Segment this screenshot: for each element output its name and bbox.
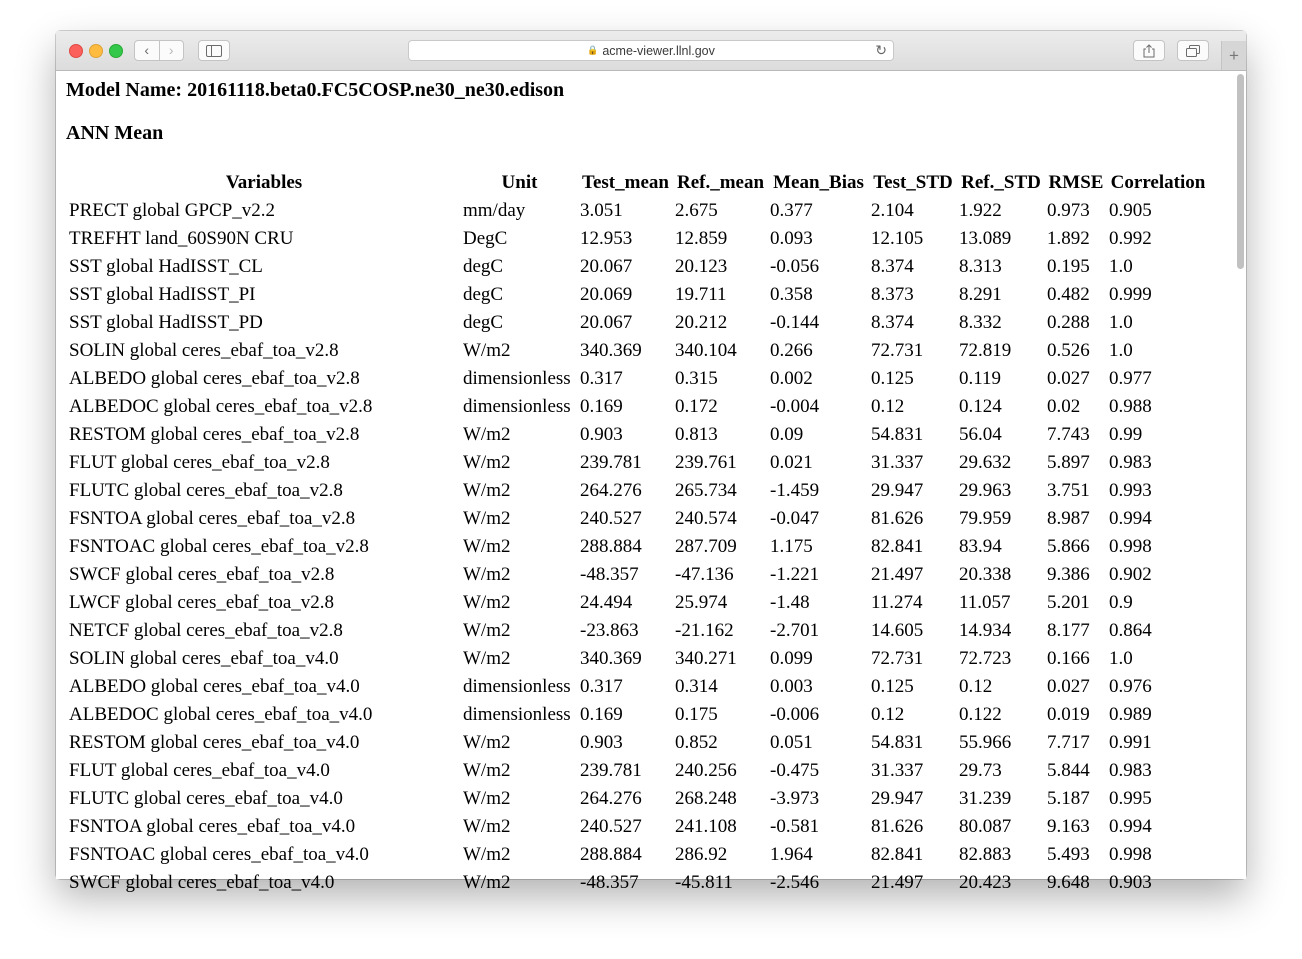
table-cell: 13.089 xyxy=(959,228,1012,249)
table-cell: 5.866 xyxy=(1047,536,1090,557)
column-header: RMSE xyxy=(1048,172,1104,193)
page-content xyxy=(56,71,1246,893)
table-cell: 29.947 xyxy=(871,788,924,809)
table-cell: 21.497 xyxy=(871,872,924,893)
table-cell: -45.811 xyxy=(675,872,733,893)
table-row xyxy=(68,757,1208,785)
table-cell: 14.934 xyxy=(959,620,1012,641)
table-cell: 5.844 xyxy=(1047,760,1090,781)
table-row xyxy=(68,393,1208,421)
table-cell: 0.377 xyxy=(770,200,813,221)
table-cell: dimensionless xyxy=(463,368,571,389)
table-cell: -0.475 xyxy=(770,760,820,781)
table-cell: 14.605 xyxy=(871,620,924,641)
table-cell: 0.976 xyxy=(1109,676,1152,697)
table-cell: 0.09 xyxy=(770,424,804,445)
table-cell: 54.831 xyxy=(871,424,924,445)
table-cell: 0.099 xyxy=(770,648,813,669)
table-cell: 9.163 xyxy=(1047,816,1090,837)
table-cell: 24.494 xyxy=(580,592,633,613)
table-cell: -1.221 xyxy=(770,564,820,585)
table-cell: 0.903 xyxy=(580,424,623,445)
table-cell: 7.717 xyxy=(1047,732,1090,753)
table-cell: 8.373 xyxy=(871,284,914,305)
table-cell: 31.337 xyxy=(871,452,924,473)
table-row xyxy=(68,253,1208,281)
table-cell: 240.256 xyxy=(675,760,737,781)
table-cell: 0.314 xyxy=(675,676,718,697)
table-row xyxy=(68,309,1208,337)
table-cell: -0.006 xyxy=(770,704,820,725)
table-cell: 0.166 xyxy=(1047,648,1090,669)
table-cell: -48.357 xyxy=(580,564,639,585)
table-cell: 288.884 xyxy=(580,536,642,557)
table-cell: -1.459 xyxy=(770,480,820,501)
table-cell: 82.883 xyxy=(959,844,1012,865)
table-body xyxy=(68,197,1208,897)
table-cell: 0.317 xyxy=(580,368,623,389)
table-cell: 20.212 xyxy=(675,312,728,333)
table-cell: 11.057 xyxy=(959,592,1011,613)
table-cell: W/m2 xyxy=(463,816,511,837)
table-cell: 20.069 xyxy=(580,284,633,305)
table-cell: -23.863 xyxy=(580,620,639,641)
table-cell: W/m2 xyxy=(463,592,511,613)
table-cell: 0.989 xyxy=(1109,704,1152,725)
table-cell: RESTOM global ceres_ebaf_toa_v2.8 xyxy=(69,424,360,445)
table-row xyxy=(68,477,1208,505)
table-cell: 0.002 xyxy=(770,368,813,389)
table-cell: 5.897 xyxy=(1047,452,1090,473)
table-cell: -3.973 xyxy=(770,788,820,809)
table-cell: 8.374 xyxy=(871,256,914,277)
table-cell: 56.04 xyxy=(959,424,1002,445)
table-cell: ALBEDO global ceres_ebaf_toa_v4.0 xyxy=(69,676,360,697)
table-cell: 288.884 xyxy=(580,844,642,865)
table-cell: 0.122 xyxy=(959,704,1002,725)
table-cell: -0.144 xyxy=(770,312,820,333)
table-cell: 54.831 xyxy=(871,732,924,753)
table-cell: DegC xyxy=(463,228,508,249)
table-cell: SWCF global ceres_ebaf_toa_v2.8 xyxy=(69,564,335,585)
table-cell: SWCF global ceres_ebaf_toa_v4.0 xyxy=(69,872,335,893)
table-cell: 240.527 xyxy=(580,508,642,529)
table-cell: 0.991 xyxy=(1109,732,1152,753)
table-cell: 286.92 xyxy=(675,844,728,865)
table-cell: 0.973 xyxy=(1047,200,1090,221)
column-header: Test_mean xyxy=(582,172,669,193)
table-cell: NETCF global ceres_ebaf_toa_v2.8 xyxy=(69,620,343,641)
plus-icon[interactable]: + xyxy=(1221,41,1246,70)
table-cell: FLUT global ceres_ebaf_toa_v2.8 xyxy=(69,452,330,473)
table-cell: W/m2 xyxy=(463,424,511,445)
table-cell: 1.175 xyxy=(770,536,813,557)
table-row xyxy=(68,197,1208,225)
table-cell: SST global HadISST_CL xyxy=(69,256,263,277)
table-cell: -0.004 xyxy=(770,396,820,417)
table-cell: FSNTOA global ceres_ebaf_toa_v2.8 xyxy=(69,508,356,529)
table-cell: W/m2 xyxy=(463,480,511,501)
season-heading: ANN Mean xyxy=(66,122,164,144)
table-cell: -0.581 xyxy=(770,816,820,837)
table-row xyxy=(68,337,1208,365)
table-cell: 3.051 xyxy=(580,200,623,221)
table-cell: 12.953 xyxy=(580,228,633,249)
table-cell: 0.169 xyxy=(580,704,623,725)
table-cell: W/m2 xyxy=(463,340,511,361)
table-cell: 8.291 xyxy=(959,284,1002,305)
table-row xyxy=(68,533,1208,561)
table-cell: 8.987 xyxy=(1047,508,1090,529)
table-cell: 0.526 xyxy=(1047,340,1090,361)
table-cell: FSNTOA global ceres_ebaf_toa_v4.0 xyxy=(69,816,356,837)
table-cell: 0.027 xyxy=(1047,368,1090,389)
table-cell: 12.105 xyxy=(871,228,924,249)
table-cell: 1.0 xyxy=(1109,340,1133,361)
table-cell: 0.993 xyxy=(1109,480,1152,501)
zoom-window-button[interactable] xyxy=(109,44,123,58)
table-cell: dimensionless xyxy=(463,676,571,697)
table-cell: 81.626 xyxy=(871,816,924,837)
table-cell: W/m2 xyxy=(463,508,511,529)
table-cell: 55.966 xyxy=(959,732,1012,753)
table-cell: 81.626 xyxy=(871,508,924,529)
table-cell: 9.648 xyxy=(1047,872,1090,893)
table-cell: ALBEDOC global ceres_ebaf_toa_v4.0 xyxy=(69,704,373,725)
table-row xyxy=(68,281,1208,309)
table-cell: 0.125 xyxy=(871,368,914,389)
table-cell: ALBEDOC global ceres_ebaf_toa_v2.8 xyxy=(69,396,373,417)
table-cell: 80.087 xyxy=(959,816,1012,837)
table-cell: 20.338 xyxy=(959,564,1012,585)
model-name-heading: Model Name: 20161118.beta0.FC5COSP.ne30_ne30.edison xyxy=(66,79,565,101)
table-cell: -0.056 xyxy=(770,256,820,277)
column-header: Test_STD xyxy=(873,172,953,193)
table-cell: 0.994 xyxy=(1109,816,1152,837)
table-cell: 20.067 xyxy=(580,312,633,333)
table-cell: 0.125 xyxy=(871,676,914,697)
table-cell: 29.632 xyxy=(959,452,1012,473)
table-cell: 0.172 xyxy=(675,396,718,417)
close-window-button[interactable] xyxy=(69,44,83,58)
table-cell: W/m2 xyxy=(463,844,511,865)
share-icon xyxy=(1143,44,1155,58)
column-header: Variables xyxy=(225,172,303,193)
sidebar-icon xyxy=(206,45,222,57)
table-cell: 0.998 xyxy=(1109,536,1152,557)
table-cell: 1.964 xyxy=(770,844,813,865)
table-cell: 0.124 xyxy=(959,396,1002,417)
table-row xyxy=(68,841,1208,869)
table-cell: 241.108 xyxy=(675,816,737,837)
minimize-window-button[interactable] xyxy=(89,44,103,58)
column-header: Mean_Bias xyxy=(773,172,864,193)
metrics-table xyxy=(66,169,1210,897)
table-cell: 264.276 xyxy=(580,480,642,501)
address-bar[interactable] xyxy=(408,40,894,61)
table-cell: 0.983 xyxy=(1109,760,1152,781)
browser-window xyxy=(56,31,1246,893)
table-cell: 0.903 xyxy=(1109,872,1152,893)
table-cell: W/m2 xyxy=(463,564,511,585)
table-cell: 0.175 xyxy=(675,704,718,725)
table-cell: 5.187 xyxy=(1047,788,1090,809)
table-cell: 20.423 xyxy=(959,872,1012,893)
table-cell: 0.902 xyxy=(1109,564,1152,585)
table-cell: 9.386 xyxy=(1047,564,1090,585)
table-cell: 1.892 xyxy=(1047,228,1090,249)
table-cell: 0.983 xyxy=(1109,452,1152,473)
table-cell: 239.781 xyxy=(580,760,642,781)
lock-icon: 🔒 xyxy=(587,45,599,55)
table-cell: PRECT global GPCP_v2.2 xyxy=(69,200,276,221)
table-row xyxy=(68,421,1208,449)
table-cell: degC xyxy=(463,284,504,305)
table-cell: 8.332 xyxy=(959,312,1002,333)
table-cell: 0.9 xyxy=(1109,592,1133,613)
table-cell: 21.497 xyxy=(871,564,924,585)
table-cell: 20.067 xyxy=(580,256,633,277)
table-cell: -21.162 xyxy=(675,620,734,641)
table-cell: 20.123 xyxy=(675,256,728,277)
table-cell: W/m2 xyxy=(463,620,511,641)
table-row xyxy=(68,225,1208,253)
table-cell: 79.959 xyxy=(959,508,1012,529)
table-cell: 239.761 xyxy=(675,452,737,473)
table-cell: 0.813 xyxy=(675,424,718,445)
table-cell: 2.104 xyxy=(871,200,914,221)
table-cell: 5.201 xyxy=(1047,592,1090,613)
table-cell: 0.019 xyxy=(1047,704,1090,725)
table-cell: 1.922 xyxy=(959,200,1002,221)
table-cell: 0.995 xyxy=(1109,788,1152,809)
table-cell: 0.358 xyxy=(770,284,813,305)
table-row xyxy=(68,365,1208,393)
table-row xyxy=(68,561,1208,589)
table-cell: 264.276 xyxy=(580,788,642,809)
table-row xyxy=(68,505,1208,533)
table-cell: 7.743 xyxy=(1047,424,1090,445)
table-cell: 0.169 xyxy=(580,396,623,417)
column-header: Unit xyxy=(501,172,538,193)
table-cell: 0.999 xyxy=(1109,284,1152,305)
table-row xyxy=(68,645,1208,673)
table-cell: 8.374 xyxy=(871,312,914,333)
table-cell: dimensionless xyxy=(463,704,571,725)
table-cell: 8.177 xyxy=(1047,620,1090,641)
table-cell: 1.0 xyxy=(1109,256,1133,277)
table-cell: 31.337 xyxy=(871,760,924,781)
table-cell: TREFHT land_60S90N CRU xyxy=(69,228,294,249)
table-cell: -1.48 xyxy=(770,592,810,613)
table-cell: 82.841 xyxy=(871,536,924,557)
table-cell: 340.271 xyxy=(675,648,737,669)
table-cell: -48.357 xyxy=(580,872,639,893)
table-cell: 0.195 xyxy=(1047,256,1090,277)
table-cell: 0.119 xyxy=(959,368,1002,389)
vertical-scrollbar[interactable] xyxy=(1237,74,1244,269)
table-cell: 340.369 xyxy=(580,340,642,361)
table-cell: 0.288 xyxy=(1047,312,1090,333)
table-cell: SST global HadISST_PI xyxy=(69,284,256,305)
table-cell: 72.731 xyxy=(871,648,924,669)
table-cell: FSNTOAC global ceres_ebaf_toa_v2.8 xyxy=(69,536,369,557)
table-cell: W/m2 xyxy=(463,452,511,473)
reload-icon[interactable]: ↻ xyxy=(875,42,887,58)
table-cell: FSNTOAC global ceres_ebaf_toa_v4.0 xyxy=(69,844,369,865)
table-cell: 0.903 xyxy=(580,732,623,753)
table-cell: RESTOM global ceres_ebaf_toa_v4.0 xyxy=(69,732,360,753)
table-row xyxy=(68,617,1208,645)
table-cell: 239.781 xyxy=(580,452,642,473)
table-cell: 0.266 xyxy=(770,340,813,361)
table-cell: 31.239 xyxy=(959,788,1012,809)
table-cell: 29.73 xyxy=(959,760,1002,781)
table-cell: 72.731 xyxy=(871,340,924,361)
table-cell: 0.994 xyxy=(1109,508,1152,529)
table-cell: 0.988 xyxy=(1109,396,1152,417)
tabs-overview-button[interactable] xyxy=(1177,40,1209,61)
table-cell: -0.047 xyxy=(770,508,820,529)
table-cell: 1.0 xyxy=(1109,648,1133,669)
table-cell: 340.104 xyxy=(675,340,737,361)
table-cell: 0.027 xyxy=(1047,676,1090,697)
table-cell: 0.12 xyxy=(959,676,993,697)
table-row xyxy=(68,785,1208,813)
table-cell: 25.974 xyxy=(675,592,728,613)
table-cell: 0.905 xyxy=(1109,200,1152,221)
table-cell: 0.977 xyxy=(1109,368,1152,389)
table-cell: FLUT global ceres_ebaf_toa_v4.0 xyxy=(69,760,330,781)
table-row xyxy=(68,813,1208,841)
table-row xyxy=(68,729,1208,757)
table-cell: SOLIN global ceres_ebaf_toa_v2.8 xyxy=(69,340,339,361)
table-row xyxy=(68,701,1208,729)
table-cell: W/m2 xyxy=(463,788,511,809)
url-text: acme-viewer.llnl.gov xyxy=(602,43,715,58)
table-cell: 0.12 xyxy=(871,396,905,417)
table-cell: 5.493 xyxy=(1047,844,1090,865)
table-cell: 11.274 xyxy=(871,592,923,613)
table-cell: 0.482 xyxy=(1047,284,1090,305)
table-row xyxy=(68,673,1208,701)
table-cell: degC xyxy=(463,256,504,277)
table-cell: 29.947 xyxy=(871,480,924,501)
table-cell: 0.02 xyxy=(1047,396,1081,417)
chevron-right-icon[interactable]: › xyxy=(159,41,184,60)
table-cell: degC xyxy=(463,312,504,333)
table-cell: 0.852 xyxy=(675,732,718,753)
column-header: Ref._STD xyxy=(961,172,1041,193)
table-cell: 0.021 xyxy=(770,452,813,473)
table-cell: 0.093 xyxy=(770,228,813,249)
table-cell: 8.313 xyxy=(959,256,1002,277)
table-row xyxy=(68,449,1208,477)
table-cell: 72.819 xyxy=(959,340,1012,361)
table-cell: W/m2 xyxy=(463,732,511,753)
table-cell: -2.701 xyxy=(770,620,820,641)
table-row xyxy=(68,589,1208,617)
table-cell: 340.369 xyxy=(580,648,642,669)
table-cell: mm/day xyxy=(463,200,526,221)
table-cell: 0.992 xyxy=(1109,228,1152,249)
table-cell: 83.94 xyxy=(959,536,1002,557)
table-row xyxy=(68,869,1208,897)
table-cell: FLUTC global ceres_ebaf_toa_v2.8 xyxy=(69,480,343,501)
column-header: Correlation xyxy=(1110,172,1206,193)
table-cell: 0.12 xyxy=(871,704,905,725)
table-cell: 240.574 xyxy=(675,508,737,529)
table-cell: 0.864 xyxy=(1109,620,1152,641)
table-cell: ALBEDO global ceres_ebaf_toa_v2.8 xyxy=(69,368,360,389)
table-cell: 1.0 xyxy=(1109,312,1133,333)
share-button[interactable] xyxy=(1133,40,1165,61)
table-cell: 0.003 xyxy=(770,676,813,697)
chevron-left-icon[interactable]: ‹ xyxy=(144,42,150,58)
column-header: Ref._mean xyxy=(676,172,765,193)
table-cell: 265.734 xyxy=(675,480,737,501)
table-cell: 240.527 xyxy=(580,816,642,837)
table-cell: 287.709 xyxy=(675,536,737,557)
table-cell: 72.723 xyxy=(959,648,1012,669)
table-cell: 82.841 xyxy=(871,844,924,865)
table-cell: dimensionless xyxy=(463,396,571,417)
browser-toolbar xyxy=(56,31,1246,71)
table-cell: 29.963 xyxy=(959,480,1012,501)
table-cell: -2.546 xyxy=(770,872,820,893)
table-cell: W/m2 xyxy=(463,536,511,557)
table-cell: -47.136 xyxy=(675,564,734,585)
table-cell: 2.675 xyxy=(675,200,718,221)
table-cell: 0.315 xyxy=(675,368,718,389)
navigation-buttons xyxy=(134,40,184,61)
table-cell: 0.317 xyxy=(580,676,623,697)
table-cell: W/m2 xyxy=(463,648,511,669)
table-cell: 0.051 xyxy=(770,732,813,753)
table-cell: W/m2 xyxy=(463,872,511,893)
table-cell: 12.859 xyxy=(675,228,728,249)
table-cell: 0.99 xyxy=(1109,424,1143,445)
table-cell: 3.751 xyxy=(1047,480,1090,501)
table-cell: SOLIN global ceres_ebaf_toa_v4.0 xyxy=(69,648,339,669)
table-cell: FLUTC global ceres_ebaf_toa_v4.0 xyxy=(69,788,343,809)
table-cell: 19.711 xyxy=(675,284,727,305)
table-cell: W/m2 xyxy=(463,760,511,781)
sidebar-toggle-button[interactable] xyxy=(198,40,230,61)
table-cell: SST global HadISST_PD xyxy=(69,312,263,333)
table-cell: 0.998 xyxy=(1109,844,1152,865)
tabs-overview-icon xyxy=(1186,45,1200,57)
table-cell: 268.248 xyxy=(675,788,737,809)
table-header-row xyxy=(68,169,1208,197)
table-cell: LWCF global ceres_ebaf_toa_v2.8 xyxy=(69,592,335,613)
